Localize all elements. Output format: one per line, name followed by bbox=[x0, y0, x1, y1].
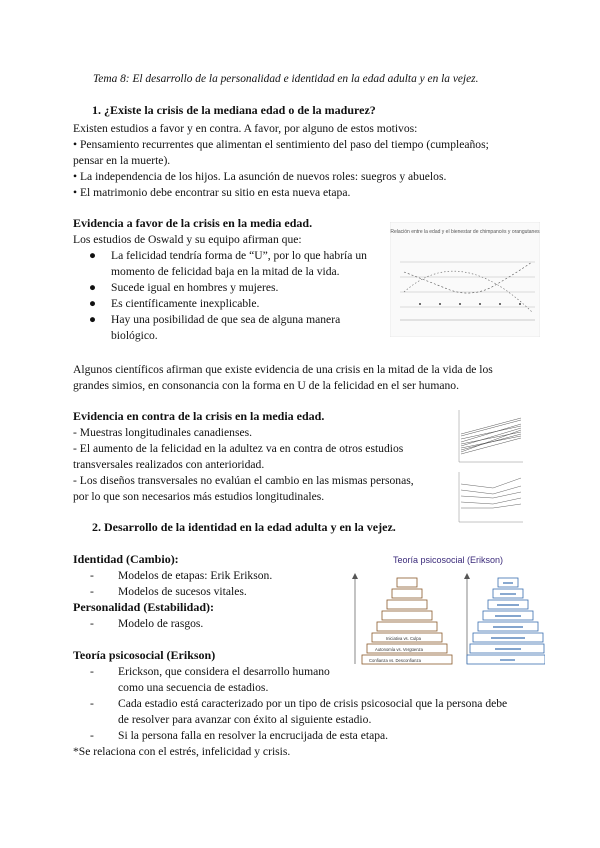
chart-point bbox=[439, 303, 441, 305]
page-title: Tema 8: El desarrollo de la personalidad e identidad en la edad adulta y en la vejez. bbox=[93, 73, 479, 85]
pyramid-label: Confianza vs. Desconfianza bbox=[369, 658, 421, 663]
identidad-item: - Modelos de etapas: Erik Erikson. bbox=[90, 569, 273, 582]
erikson-item-cont: como una secuencia de estadios. bbox=[118, 681, 269, 694]
chart-line bbox=[461, 486, 521, 494]
favor-bullet: ● Hay una posibilidad de que sea de alguna manera bbox=[89, 313, 341, 326]
favor-bullet: ● Es científicamente inexplicable. bbox=[89, 297, 260, 310]
section-1-heading: 1. ¿Existe la crisis de la mediana edad o de la madurez? bbox=[92, 103, 376, 117]
favor-intro: Los estudios de Oswald y su equipo afirman que: bbox=[73, 233, 302, 246]
erikson-pyramid-diagram bbox=[345, 552, 545, 672]
chart-line bbox=[461, 492, 521, 498]
chart-line bbox=[461, 478, 521, 488]
section-1-point: • La independencia de los hijos. La asunción de nuevos roles: suegros y abuelos. bbox=[73, 170, 447, 183]
pyramid-label: Iniciativa vs. Culpa bbox=[386, 636, 421, 641]
favor-bullet-cont: biológico. bbox=[111, 329, 158, 342]
pyramid-step bbox=[397, 578, 417, 587]
chart-point bbox=[479, 303, 481, 305]
contra-heading: Evidencia en contra de la crisis en la media edad. bbox=[73, 409, 325, 423]
chart-point bbox=[459, 303, 461, 305]
chart-title: Relación entre la edad y el bienestar de chimpancés y orangutanes bbox=[390, 229, 540, 235]
chart-line bbox=[461, 430, 521, 452]
chart-line bbox=[461, 498, 521, 504]
section-1-point: pensar en la muerte). bbox=[73, 154, 171, 167]
pyramid-step bbox=[382, 611, 432, 620]
favor-paragraph-line: Algunos científicos afirman que existe evidencia de una crisis en la mitad de la vida de los bbox=[73, 363, 493, 376]
favor-bullet: ● Sucede igual en hombres y mujeres. bbox=[89, 281, 279, 294]
chart-point bbox=[519, 303, 521, 305]
favor-heading: Evidencia a favor de la crisis en la media edad. bbox=[73, 216, 313, 230]
chart-line bbox=[461, 418, 521, 434]
section-2-heading: 2. Desarrollo de la identidad en la edad adulta y en la vejez. bbox=[92, 520, 396, 534]
pyramid-step bbox=[387, 600, 427, 609]
personalidad-heading: Personalidad (Estabilidad): bbox=[73, 600, 215, 614]
chart-line bbox=[461, 424, 521, 442]
personalidad-item: - Modelo de rasgos. bbox=[90, 617, 204, 630]
section-1-intro: Existen estudios a favor y en contra. A favor, por alguno de estos motivos: bbox=[73, 122, 418, 135]
diagram-title: Teoría psicosocial (Erikson) bbox=[393, 555, 504, 565]
favor-bullet-cont: momento de felicidad baja en la mitad de la vida. bbox=[111, 265, 340, 278]
contra-line: transversales realizados con anterioridad. bbox=[73, 458, 265, 471]
erikson-item: - Cada estadio está caracterizado por un tipo de crisis psicosocial que la persona debe bbox=[90, 697, 508, 710]
section-1-point: • Pensamiento recurrentes que alimentan el sentimiento del paso del tiempo (cumpleaños; bbox=[73, 138, 489, 151]
erikson-item: - Si la persona falla en resolver la encrucijada de esta etapa. bbox=[90, 729, 389, 742]
happiness-u-chart bbox=[390, 222, 540, 337]
erikson-heading: Teoría psicosocial (Erikson) bbox=[73, 648, 216, 662]
diagram-arrow-head bbox=[352, 573, 358, 579]
pyramid-step bbox=[377, 622, 437, 631]
contra-line: - Muestras longitudinales canadienses. bbox=[73, 426, 253, 439]
pyramid-label: Autonomía vs. Vergüenza bbox=[375, 647, 423, 652]
erikson-item: - Erickson, que considera el desarrollo humano bbox=[90, 665, 330, 678]
contra-line: por lo que son necesarios más estudios longitudinales. bbox=[73, 490, 325, 503]
longitudinal-chart-bottom bbox=[453, 468, 525, 526]
chart-line bbox=[461, 504, 521, 508]
contra-line: - Los diseños transversales no evalúan el cambio en las mismas personas, bbox=[73, 474, 414, 487]
identidad-item: - Modelos de sucesos vitales. bbox=[90, 585, 247, 598]
chart-point bbox=[419, 303, 421, 305]
section-1-point: • El matrimonio debe encontrar su sitio en esta nueva etapa. bbox=[73, 186, 351, 199]
footnote: *Se relaciona con el estrés, infelicidad y crisis. bbox=[73, 745, 291, 758]
favor-paragraph-line: grandes simios, en consonancia con la forma en U de la felicidad en el ser humano. bbox=[73, 379, 460, 392]
contra-line: - El aumento de la felicidad en la adultez va en contra de otros estudios bbox=[73, 442, 404, 455]
chart-point bbox=[499, 303, 501, 305]
favor-bullet: ● La felicidad tendría forma de “U”, por lo que habría un bbox=[89, 249, 367, 262]
diagram-arrow-head bbox=[464, 573, 470, 579]
longitudinal-chart-top bbox=[453, 406, 525, 466]
erikson-item-cont: de resolver para avanzar con éxito al siguiente estadio. bbox=[118, 713, 372, 726]
identidad-heading: Identidad (Cambio): bbox=[73, 552, 179, 566]
pyramid-step bbox=[392, 589, 422, 598]
